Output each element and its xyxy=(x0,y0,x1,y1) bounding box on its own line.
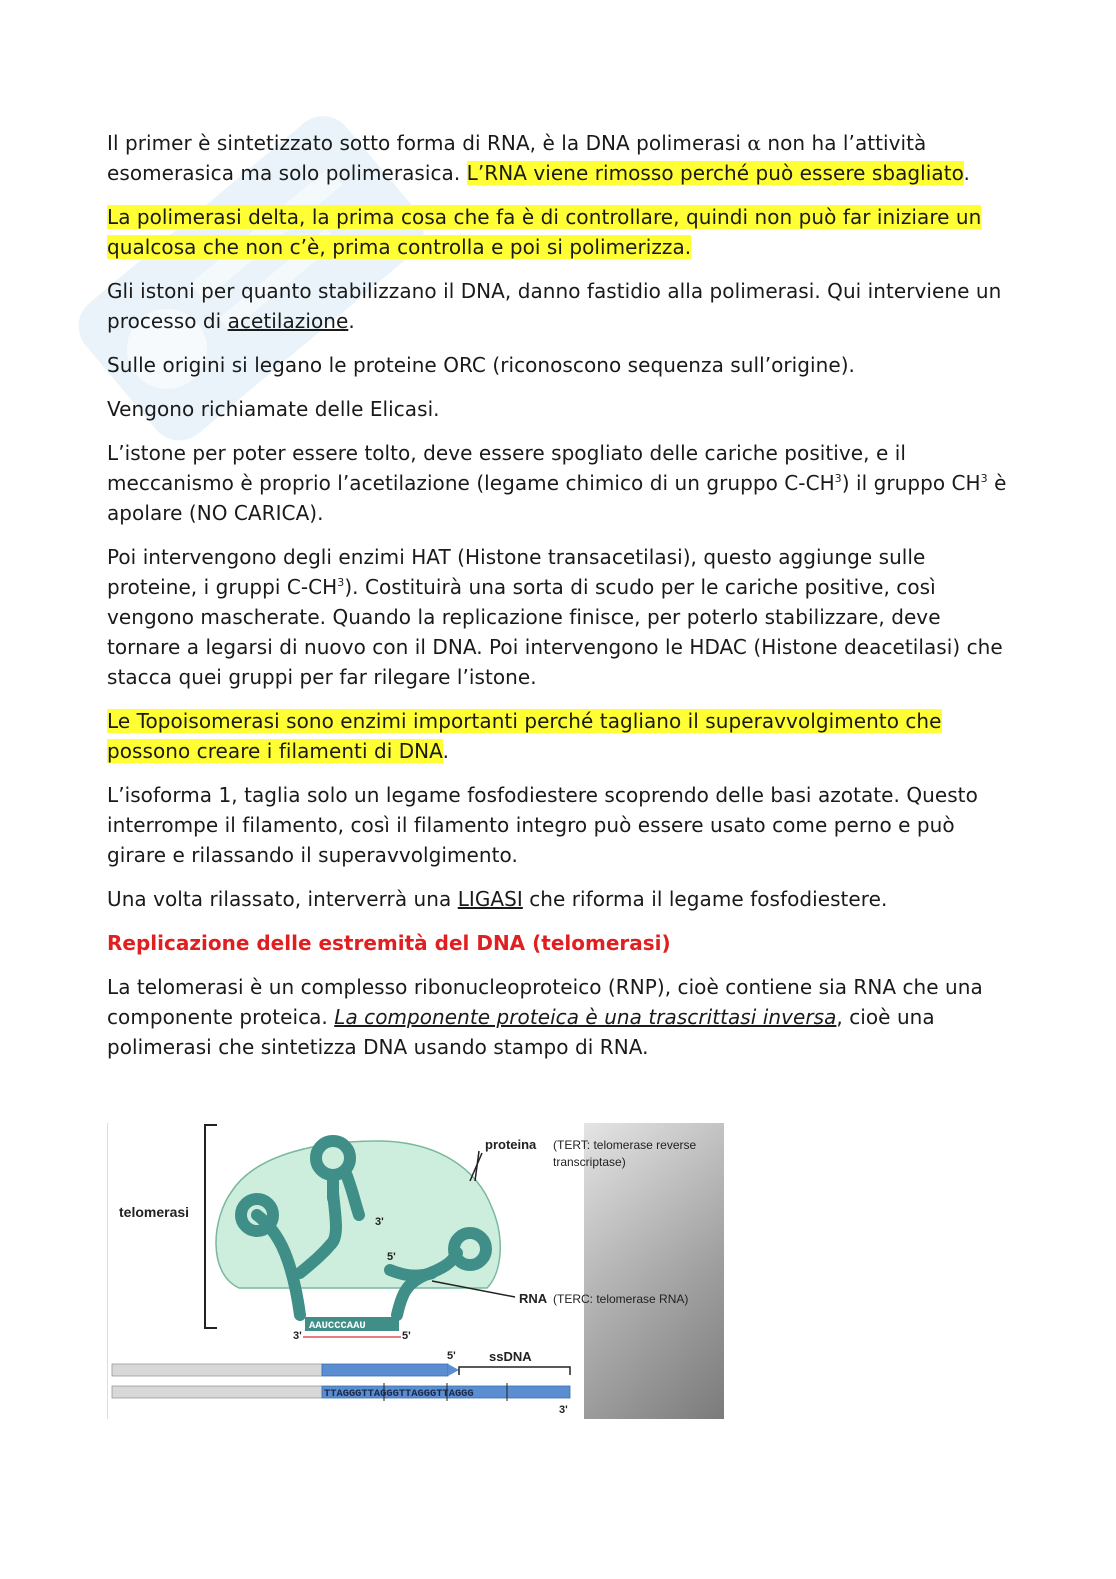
paragraph-istoni: Gli istoni per quanto stabilizzano il DNA, danno fastidio alla polimerasi. Qui interviene un processo di acetilazione. xyxy=(107,279,1002,333)
document-body xyxy=(107,128,1007,1076)
label-5prime-right: 5' xyxy=(402,1330,411,1342)
label-ssdna: ssDNA xyxy=(489,1349,532,1364)
italic-trascrittasi-inversa: La componente proteica è una trascrittasi inversa xyxy=(334,1005,837,1029)
label-5prime-top: 5' xyxy=(387,1251,396,1263)
section-heading-telomerasi: Replicazione delle estremità del DNA (telomerasi) xyxy=(107,931,671,955)
paragraph-hat-hdac: Poi intervengono degli enzimi HAT (Histone transacetilasi), questo aggiunge sulle proteine, i gruppi $C-CH^3$). Costituirà una sorta di scudo per le cariche positive, così vengono mascherate. Quando la replicazione finisce, per poterlo stabilizzare, deve tornare a legarsi di nuovo con il DNA. Poi intervengono le HDAC (Histone deacetilasi) che stacca quei gruppi per far rilegare l’istone. xyxy=(107,545,1003,689)
paragraph-ligasi: Una volta rilassato, interverrà una LIGASI che riforma il legame fosfodiestere. xyxy=(107,887,888,911)
label-proteina: proteina xyxy=(485,1137,537,1152)
telomerase-figure xyxy=(107,1123,724,1419)
paragraph-polimerasi-delta xyxy=(107,202,1007,262)
label-3prime-bottom: 3' xyxy=(559,1404,568,1416)
label-tert-line1: (TERT: telomerase reverse xyxy=(553,1138,697,1152)
paragraph-topoisomerasi: Le Topoisomerasi sono enzimi importanti perché tagliano il superavvolgimento che possono creare i filamenti di DNA. xyxy=(107,709,942,763)
label-rna: RNA xyxy=(519,1291,548,1306)
highlight-rna-rimosso: L’RNA viene rimosso perché può essere sbagliato xyxy=(466,161,964,185)
label-telomerasi: telomerasi xyxy=(119,1204,190,1220)
paragraph-acetilazione: L’istone per poter essere tolto, deve essere spogliato delle cariche positive, e il meccanismo è proprio l’acetilazione (legame chimico di un gruppo $C-CH^3$) il gruppo $CH^3$ è apolare (NO CARICA). xyxy=(107,441,1007,525)
label-5prime-strand: 5' xyxy=(447,1350,456,1362)
paragraph-primer: Il primer è sintetizzato sotto forma di RNA, è la DNA polimerasi α non ha l’attività esomerasica ma solo polimerasica. L’RNA viene rimosso perché può essere sbagliato. xyxy=(107,131,970,185)
paragraph-elicasi: Vengono richiamate delle Elicasi. xyxy=(107,397,440,421)
label-3prime-left: 3' xyxy=(293,1330,302,1342)
paragraph-isoforma: L’isoforma 1, taglia solo un legame fosfodiestere scoprendo delle basi azotate. Questo interrompe il filamento, così il filamento integro può essere usato come perno e può girare e rilassando il superavvolgimento. xyxy=(107,783,978,867)
highlight-topoisomerasi: Le Topoisomerasi sono enzimi importanti perché tagliano il superavvolgimento che possono creare i filamenti di DNA xyxy=(107,709,942,763)
template-sequence: AAUCCCAAU xyxy=(309,1320,366,1332)
highlight-polimerasi-delta: La polimerasi delta, la prima cosa che fa è di controllare, quindi non può far iniziare un qualcosa che non c’è, prima controlla e poi si polimerizza. xyxy=(107,205,982,259)
telomerase-diagram xyxy=(107,1123,724,1419)
label-3prime-top: 3' xyxy=(375,1216,384,1228)
paragraph-telomerasi: La telomerasi è un complesso ribonucleoproteico (RNP), cioè contiene sia RNA che una componente proteica. La componente proteica è una trascrittasi inversa, cioè una polimerasi che sintetizza DNA usando stampo di RNA. xyxy=(107,975,983,1059)
underlined-ligasi: LIGASI xyxy=(457,887,523,911)
underlined-acetilazione: acetilazione xyxy=(227,309,349,333)
label-terc: (TERC: telomerase RNA) xyxy=(553,1292,689,1306)
label-tert-line2: transcriptase) xyxy=(553,1155,626,1169)
paragraph-orc: Sulle origini si legano le proteine ORC (riconoscono sequenza sull’origine). xyxy=(107,353,855,377)
dna-repeat-sequence: TTAGGGTTAGGGTTAGGGTTAGGG xyxy=(324,1388,474,1400)
